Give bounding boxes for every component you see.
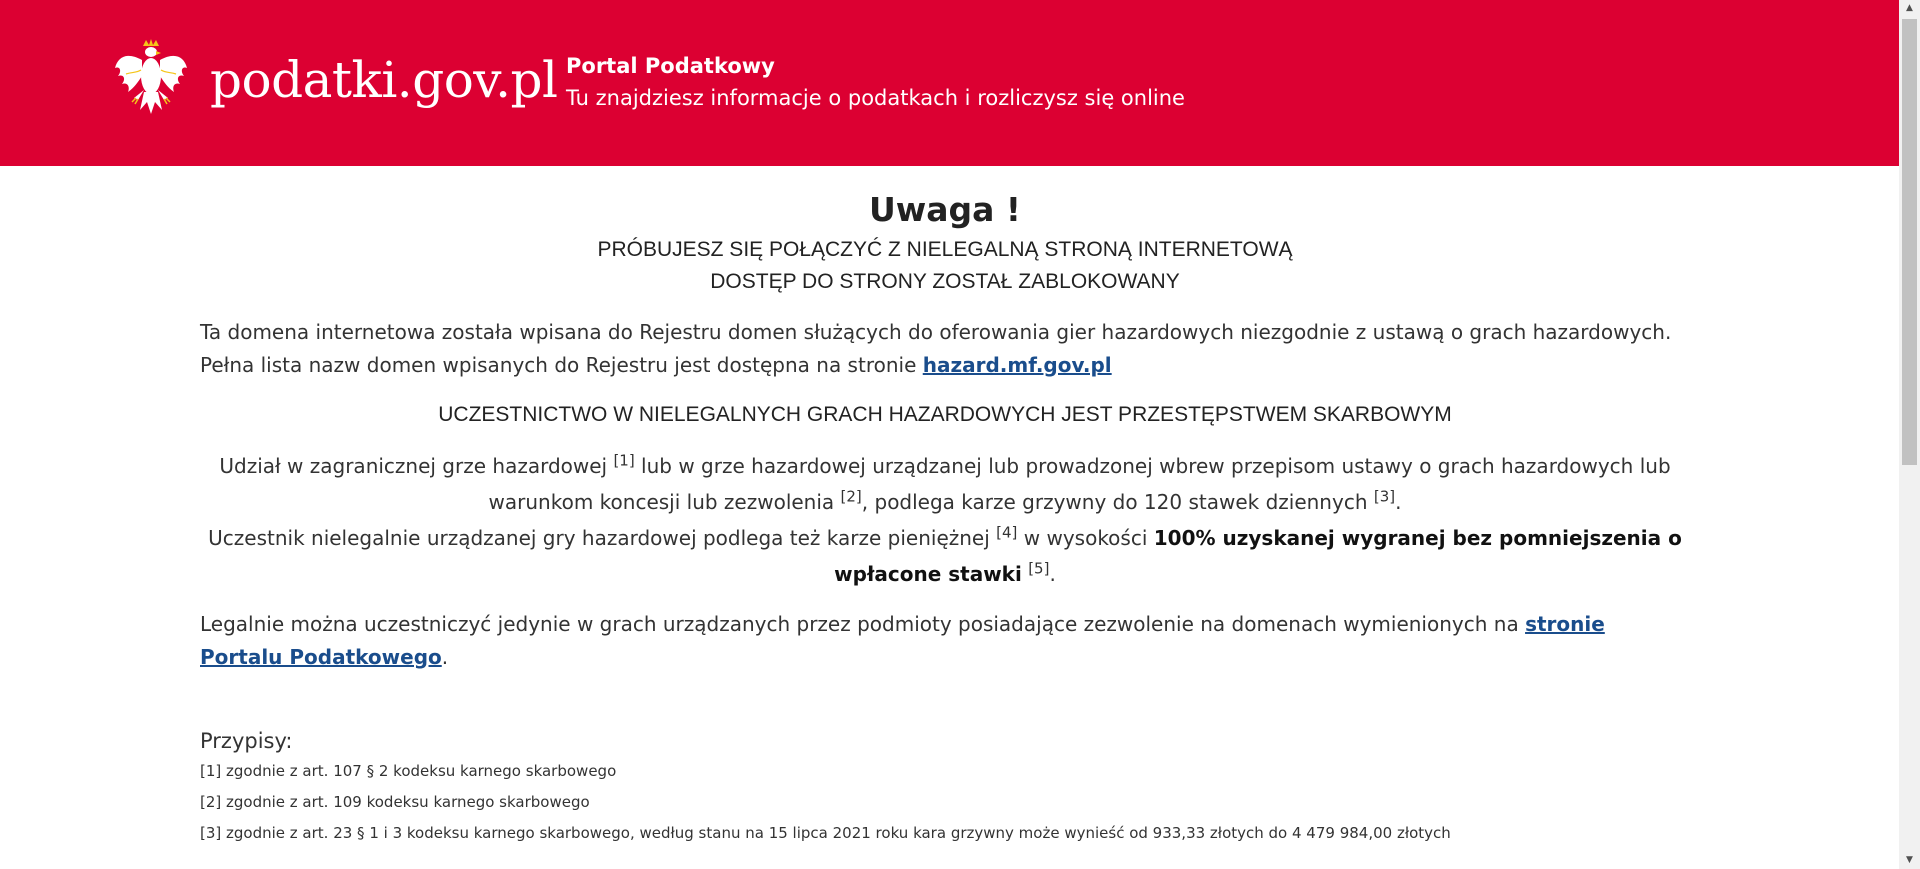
scrollbar-thumb[interactable] (1902, 19, 1917, 465)
penalty-text-3: , podlega karze grzywny do 120 stawek dziennych (861, 490, 1374, 514)
penalty-paragraph (200, 448, 1690, 592)
penalty-bold-text: 100% uzyskanej wygranej bez pomniejszenia o wpłacone stawki (834, 526, 1682, 586)
footnote-ref-3: [3] (1373, 487, 1396, 506)
intro-sentence-list: Pełna lista nazw domen wpisanych do Rejestru jest dostępna na stronie (200, 353, 923, 377)
penalty-text-1: Udział w zagranicznej grze hazardowej (219, 454, 614, 478)
portal-title: Portal Podatkowy (566, 54, 775, 78)
white-eagle-emblem-icon[interactable] (114, 38, 188, 118)
intro-sentence-registry: Ta domena internetowa została wpisana do Rejestru domen służących do oferowania gier hazardowych niezgodnie z ustawą o grach hazardowych. (200, 320, 1672, 344)
scroll-up-arrow-icon[interactable]: ▲ (1906, 3, 1913, 13)
penalty-text-4: . (1395, 490, 1402, 514)
footnotes-title: Przypisy: (200, 729, 293, 753)
site-logo-text[interactable]: podatki.gov.pl (210, 51, 558, 109)
warning-title: Uwaga ! (869, 190, 1021, 229)
footnote-item: [2] zgodnie z art. 109 kodeksu karnego skarbowego (200, 793, 590, 811)
footnote-ref-2: [2] (840, 487, 862, 506)
footnote-ref-4: [4] (996, 523, 1018, 542)
legal-text-end: . (441, 645, 449, 669)
penalty-text-6: w wysokości (1017, 526, 1154, 550)
site-header (0, 0, 1899, 166)
penalty-text-5: Uczestnik nielegalnie urządzanej gry hazardowej podlega też karze pieniężnej (208, 526, 997, 550)
footnote-ref-1: [1] (613, 451, 635, 470)
vertical-scrollbar[interactable] (1899, 0, 1920, 869)
hazard-registry-link[interactable]: hazard.mf.gov.pl (922, 353, 1112, 377)
footnote-ref-5: [5] (1028, 559, 1050, 578)
warning-line-access-blocked: DOSTĘP DO STRONY ZOSTAŁ ZABLOKOWANY (710, 270, 1180, 293)
footnote-item: [1] zgodnie z art. 107 § 2 kodeksu karnego skarbowego (200, 762, 617, 780)
main-content (200, 166, 1690, 849)
section-heading-crime: UCZESTNICTWO W NIELEGALNYCH GRACH HAZARDOWYCH JEST PRZESTĘPSTWEM SKARBOWYM (438, 403, 1452, 426)
scroll-down-arrow-icon[interactable]: ▼ (1906, 855, 1913, 865)
portal-page-link[interactable]: stronie Portalu Podatkowego (200, 612, 1605, 669)
penalty-text-2: lub w grze hazardowej urządzanej lub prowadzonej wbrew przepisom ustawy o grach hazardowych lub warunkom koncesji lub zezwolenia (488, 454, 1671, 514)
penalty-text-8: . (1049, 562, 1056, 586)
legal-paragraph (200, 608, 1690, 674)
intro-paragraph (200, 316, 1690, 382)
portal-subtitle: Tu znajdziesz informacje o podatkach i rozliczysz się online (566, 86, 1185, 110)
legal-text: Legalnie można uczestniczyć jedynie w grach urządzanych przez podmioty posiadające zezwolenie na domenach wymienionych na (200, 612, 1526, 636)
warning-line-illegal-site: PRÓBUJESZ SIĘ POŁĄCZYĆ Z NIELEGALNĄ STRONĄ INTERNETOWĄ (597, 238, 1293, 261)
footnote-item: [3] zgodnie z art. 23 § 1 i 3 kodeksu karnego skarbowego, według stanu na 15 lipca 2021 roku kara grzywny może wynieść od 933,33 złotych do 4 479 984,00 złotych (200, 824, 1451, 842)
